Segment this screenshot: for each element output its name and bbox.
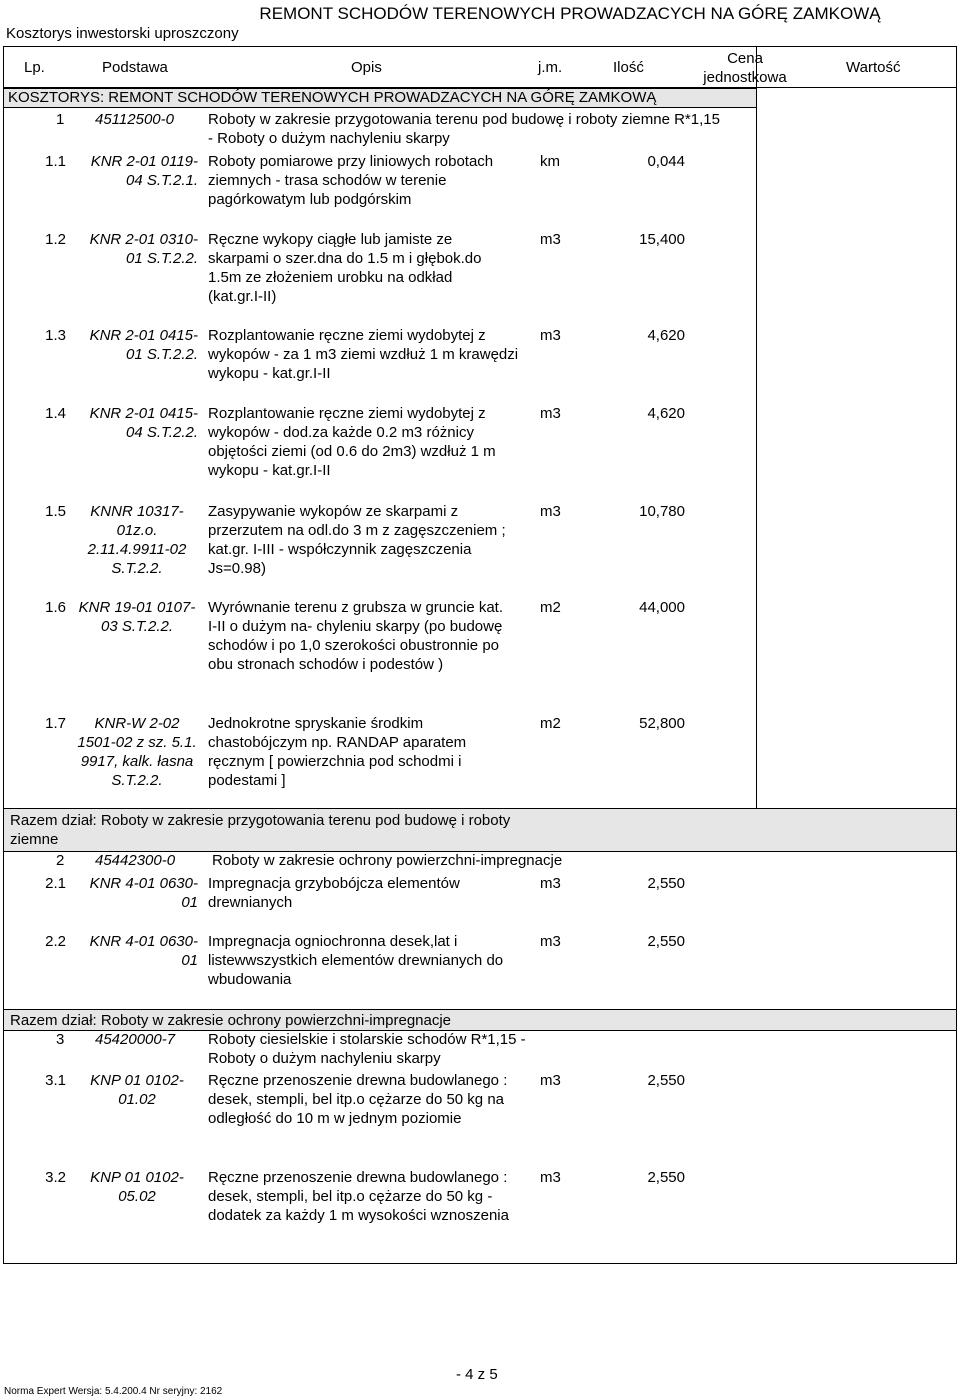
- row-lp: 3.2: [45, 1169, 66, 1186]
- left-border: [3, 108, 4, 1264]
- row-lp: 1.4: [45, 405, 66, 422]
- section-lp: 2: [56, 852, 65, 869]
- section-title: Roboty w zakresie ochrony powierzchni-impregnacje: [212, 852, 563, 869]
- col-podstawa: Podstawa: [102, 59, 168, 76]
- row-ilosc: 52,800: [639, 715, 685, 732]
- row-opis: Zasypywanie wykopów ze skarpami z przerzutem na odl.do 3 m z zagęszczeniem ; kat.gr. I-III - współczynnik zagęszczenia Js=0.98): [208, 503, 506, 577]
- row-jm: m3: [540, 503, 561, 520]
- row-opis: Rozplantowanie ręczne ziemi wydobytej z wykopów - dod.za każde 0.2 m3 różnicy objętości ziemi (od 0.6 do 2m3) wzdłuż 1 m wykopu - kat.gr.I-II: [208, 405, 496, 479]
- section-summary-text: Razem dział: Roboty w zakresie ochrony powierzchni-impregnacje: [10, 1012, 452, 1029]
- section-lp: 1: [56, 111, 65, 128]
- row-lp: 2.2: [45, 933, 66, 950]
- section-summary-text: Razem dział: Roboty w zakresie przygotowania terenu pod budowę i roboty ziemne: [10, 812, 511, 848]
- row-podstawa: KNR 19-01 0107-03 S.T.2.2.: [78, 599, 196, 635]
- row-ilosc: 15,400: [639, 231, 685, 248]
- row-lp: 2.1: [45, 875, 66, 892]
- row-opis: Impregnacja grzybobójcza elementów drewnianych: [208, 875, 460, 911]
- row-ilosc: 0,044: [647, 153, 685, 170]
- row-opis: Impregnacja ogniochronna desek,lat i listewwszystkich elementów drewnianych do wbudowania: [208, 933, 504, 988]
- row-opis: Ręczne wykopy ciągłe lub jamiste ze skarpami o szer.dna do 1.5 m i głębok.do 1.5m ze złożeniem urobku na odkład (kat.gr.I-II): [208, 231, 482, 305]
- col-ilosc: Ilość: [613, 59, 644, 76]
- section-lp: 3: [56, 1031, 65, 1048]
- section-code: 45112500-0: [95, 111, 174, 128]
- row-lp: 1.5: [45, 503, 66, 520]
- section-summary: [3, 1009, 957, 1031]
- col-wartosc: Wartość: [846, 59, 901, 76]
- section-title: Roboty w zakresie przygotowania terenu pod budowę i roboty ziemne R*1,15 - Roboty o dużym nachyleniu skarpy: [208, 111, 720, 147]
- kosztorys-label: KOSZTORYS: REMONT SCHODÓW TERENOWYCH PROWADZACYCH NA GÓRĘ ZAMKOWĄ: [3, 88, 757, 108]
- inner-divider: [756, 108, 757, 808]
- col-cena: Cena jednostkowa: [703, 50, 787, 86]
- section-title: Roboty ciesielskie i stolarskie schodów R*1,15 - Roboty o dużym nachyleniu skarpy: [208, 1031, 526, 1067]
- right-border: [956, 46, 957, 1264]
- row-podstawa: KNR 4-01 0630-01: [89, 933, 198, 969]
- row-ilosc: 2,550: [647, 1169, 685, 1186]
- row-jm: km: [540, 153, 560, 170]
- row-opis: Roboty pomiarowe przy liniowych robotach ziemnych - trasa schodów w terenie pagórkowatym lub podgórskim: [208, 153, 494, 208]
- row-jm: m2: [540, 599, 561, 616]
- section-code: 45420000-7: [95, 1031, 176, 1048]
- row-ilosc: 2,550: [647, 875, 685, 892]
- row-opis: Ręczne przenoszenie drewna budowlanego : desek, stempli, bel itp.o cężarze do 50 kg - dodatek za każdy 1 m wysokości wznoszenia: [208, 1169, 509, 1224]
- bottom-border: [3, 1263, 957, 1264]
- row-jm: m2: [540, 715, 561, 732]
- row-jm: m3: [540, 875, 561, 892]
- col-opis: Opis: [351, 59, 382, 76]
- row-podstawa: KNP 01 0102-05.02: [90, 1169, 184, 1205]
- row-jm: m3: [540, 1072, 561, 1089]
- row-podstawa: KNNR 10317-01z.o. 2.11.4.9911-02 S.T.2.2.: [87, 503, 187, 577]
- page-number: - 4 z 5: [456, 1366, 498, 1383]
- row-jm: m3: [540, 231, 561, 248]
- row-ilosc: 44,000: [639, 599, 685, 616]
- row-jm: m3: [540, 933, 561, 950]
- row-ilosc: 4,620: [647, 327, 685, 344]
- row-podstawa: KNR-W 2-02 1501-02 z sz. 5.1. 9917, kalk. łasna S.T.2.2.: [77, 715, 197, 789]
- section-code: 45442300-0: [95, 852, 176, 869]
- row-podstawa: KNR 2-01 0415-04 S.T.2.2.: [89, 405, 198, 441]
- row-jm: m3: [540, 405, 561, 422]
- row-podstawa: KNR 2-01 0310-01 S.T.2.2.: [89, 231, 198, 267]
- row-ilosc: 10,780: [639, 503, 685, 520]
- row-lp: 1.7: [45, 715, 66, 732]
- section-summary: [3, 808, 957, 852]
- row-lp: 1.1: [45, 153, 66, 170]
- row-ilosc: 2,550: [647, 933, 685, 950]
- row-ilosc: 4,620: [647, 405, 685, 422]
- row-podstawa: KNR 4-01 0630-01: [89, 875, 198, 911]
- row-ilosc: 2,550: [647, 1072, 685, 1089]
- col-lp: Lp.: [24, 59, 45, 76]
- document-subtitle: Kosztorys inwestorski uproszczony: [6, 25, 239, 42]
- row-lp: 1.6: [45, 599, 66, 616]
- software-info: Norma Expert Wersja: 5.4.200.4 Nr seryjny: 2162: [4, 1386, 223, 1397]
- row-podstawa: KNR 2-01 0119-04 S.T.2.1.: [90, 153, 198, 189]
- row-opis: Wyrównanie terenu z grubsza w gruncie kat. I-II o dużym na- chyleniu skarpy (po budowę schodów i po 1,0 szerokości obustronnie po obu stronach schodów i podestów ): [208, 599, 504, 673]
- row-podstawa: KNR 2-01 0415-01 S.T.2.2.: [89, 327, 198, 363]
- row-jm: m3: [540, 327, 561, 344]
- row-opis: Jednokrotne spryskanie środkim chastobójczym np. RANDAP aparatem ręcznym [ powierzchnia pod schodmi i podestami ]: [208, 715, 467, 789]
- col-jm: j.m.: [538, 59, 563, 76]
- row-opis: Rozplantowanie ręczne ziemi wydobytej z wykopów - za 1 m3 ziemi wzdłuż 1 m krawędzi wykopu - kat.gr.I-II: [208, 327, 519, 382]
- row-jm: m3: [540, 1169, 561, 1186]
- row-opis: Ręczne przenoszenie drewna budowlanego : desek, stempli, bel itp.o cężarze do 50 kg na odległość do 10 m w jednym poziomie: [208, 1072, 508, 1127]
- document-title: REMONT SCHODÓW TERENOWYCH PROWADZACYCH NA GÓRĘ ZAMKOWĄ: [259, 4, 881, 23]
- row-lp: 1.2: [45, 231, 66, 248]
- row-lp: 1.3: [45, 327, 66, 344]
- row-lp: 3.1: [45, 1072, 66, 1089]
- row-podstawa: KNP 01 0102-01.02: [90, 1072, 184, 1108]
